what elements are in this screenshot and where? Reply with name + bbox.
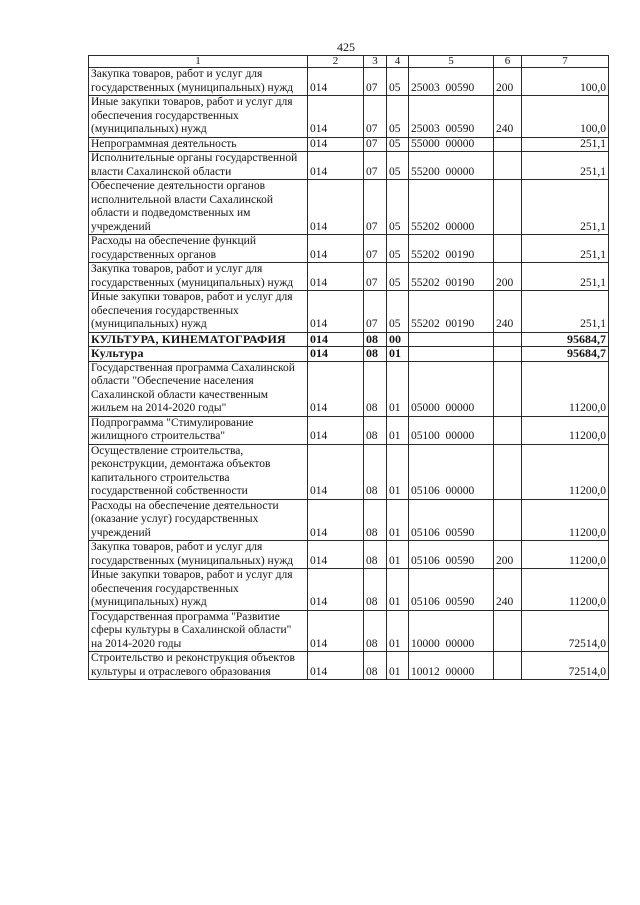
cell-subsection-code: 01 (387, 444, 409, 499)
cell-description: Непрограммная деятельность (89, 137, 308, 152)
cell-section-code: 07 (364, 180, 387, 235)
cell-expense-type (494, 152, 522, 180)
cell-subsection-code: 01 (387, 361, 409, 416)
cell-subsection-code: 01 (387, 499, 409, 541)
cell-amount: 72514,0 (522, 652, 609, 680)
cell-expense-type (494, 137, 522, 152)
cell-expense-type (494, 416, 522, 444)
cell-grbs-code: 014 (308, 541, 364, 569)
table-row (89, 416, 609, 444)
table-header-row (89, 56, 609, 68)
cell-grbs-code: 014 (308, 96, 364, 138)
cell-expense-type: 200 (494, 541, 522, 569)
cell-expense-type (494, 347, 522, 362)
cell-amount: 100,0 (522, 68, 609, 96)
cell-section-code: 08 (364, 332, 387, 347)
cell-amount: 100,0 (522, 96, 609, 138)
table-row (89, 444, 609, 499)
cell-description: Иные закупки товаров, работ и услуг для обеспечения государственных (муниципальных) нужд (89, 569, 308, 611)
cell-description: Расходы на обеспечение функций государственных органов (89, 235, 308, 263)
table-row (89, 68, 609, 96)
table-row (89, 180, 609, 235)
cell-target-article: 05100 00000 (409, 416, 494, 444)
table-row (89, 291, 609, 333)
cell-amount: 251,1 (522, 291, 609, 333)
cell-target-article: 05106 00590 (409, 569, 494, 611)
cell-description: Расходы на обеспечение деятельности (оказание услуг) государственных учреждений (89, 499, 308, 541)
cell-target-article: 05106 00000 (409, 444, 494, 499)
cell-description: КУЛЬТУРА, КИНЕМАТОГРАФИЯ (89, 332, 308, 347)
cell-section-code: 08 (364, 499, 387, 541)
cell-subsection-code: 01 (387, 416, 409, 444)
cell-expense-type (494, 499, 522, 541)
cell-expense-type: 240 (494, 291, 522, 333)
header-cell: 7 (522, 56, 609, 68)
cell-subsection-code: 05 (387, 96, 409, 138)
cell-target-article: 55202 00190 (409, 291, 494, 333)
cell-amount: 251,1 (522, 137, 609, 152)
table-row (89, 235, 609, 263)
header-cell: 1 (89, 56, 308, 68)
cell-subsection-code: 05 (387, 68, 409, 96)
cell-section-code: 07 (364, 137, 387, 152)
cell-expense-type (494, 235, 522, 263)
cell-target-article: 25003 00590 (409, 68, 494, 96)
cell-expense-type: 200 (494, 68, 522, 96)
cell-expense-type (494, 610, 522, 652)
cell-expense-type (494, 180, 522, 235)
cell-description: Иные закупки товаров, работ и услуг для обеспечения государственных (муниципальных) нужд (89, 291, 308, 333)
cell-grbs-code: 014 (308, 347, 364, 362)
cell-amount: 251,1 (522, 263, 609, 291)
header-cell: 5 (409, 56, 494, 68)
budget-table-body (89, 56, 609, 680)
table-row (89, 137, 609, 152)
cell-description: Исполнительные органы государственной власти Сахалинской области (89, 152, 308, 180)
cell-amount: 72514,0 (522, 610, 609, 652)
cell-description: Закупка товаров, работ и услуг для государственных (муниципальных) нужд (89, 68, 308, 96)
cell-grbs-code: 014 (308, 499, 364, 541)
cell-amount: 11200,0 (522, 569, 609, 611)
budget-table (88, 55, 609, 680)
cell-grbs-code: 014 (308, 137, 364, 152)
cell-amount: 251,1 (522, 180, 609, 235)
cell-section-code: 08 (364, 610, 387, 652)
cell-description: Закупка товаров, работ и услуг для государственных (муниципальных) нужд (89, 263, 308, 291)
table-row (89, 263, 609, 291)
cell-section-code: 08 (364, 361, 387, 416)
cell-subsection-code: 01 (387, 569, 409, 611)
cell-section-code: 08 (364, 444, 387, 499)
cell-subsection-code: 01 (387, 652, 409, 680)
cell-grbs-code: 014 (308, 152, 364, 180)
header-cell: 6 (494, 56, 522, 68)
cell-target-article: 55000 00000 (409, 137, 494, 152)
cell-section-code: 08 (364, 416, 387, 444)
cell-expense-type: 240 (494, 96, 522, 138)
table-row (89, 96, 609, 138)
header-cell: 2 (308, 56, 364, 68)
cell-grbs-code: 014 (308, 652, 364, 680)
cell-expense-type (494, 444, 522, 499)
cell-grbs-code: 014 (308, 569, 364, 611)
cell-subsection-code: 05 (387, 291, 409, 333)
cell-amount: 11200,0 (522, 361, 609, 416)
page-number: 425 (337, 40, 355, 54)
cell-target-article: 05106 00590 (409, 541, 494, 569)
cell-amount: 251,1 (522, 152, 609, 180)
cell-grbs-code: 014 (308, 68, 364, 96)
cell-subsection-code: 00 (387, 332, 409, 347)
cell-section-code: 07 (364, 96, 387, 138)
cell-target-article: 55202 00190 (409, 235, 494, 263)
cell-section-code: 08 (364, 569, 387, 611)
cell-target-article: 55200 00000 (409, 152, 494, 180)
cell-section-code: 07 (364, 235, 387, 263)
cell-amount: 95684,7 (522, 347, 609, 362)
cell-description: Культура (89, 347, 308, 362)
cell-grbs-code: 014 (308, 361, 364, 416)
cell-subsection-code: 05 (387, 152, 409, 180)
cell-amount: 11200,0 (522, 416, 609, 444)
cell-section-code: 08 (364, 541, 387, 569)
cell-section-code: 08 (364, 347, 387, 362)
table-row (89, 332, 609, 347)
cell-description: Государственная программа "Развитие сферы культуры в Сахалинской области" на 2014-2020 годы (89, 610, 308, 652)
cell-expense-type: 200 (494, 263, 522, 291)
cell-grbs-code: 014 (308, 263, 364, 291)
cell-section-code: 07 (364, 152, 387, 180)
header-cell: 3 (364, 56, 387, 68)
cell-subsection-code: 05 (387, 137, 409, 152)
cell-grbs-code: 014 (308, 235, 364, 263)
table-row (89, 499, 609, 541)
cell-subsection-code: 05 (387, 180, 409, 235)
cell-section-code: 08 (364, 652, 387, 680)
cell-grbs-code: 014 (308, 416, 364, 444)
cell-target-article: 10012 00000 (409, 652, 494, 680)
cell-amount: 11200,0 (522, 444, 609, 499)
cell-description: Иные закупки товаров, работ и услуг для обеспечения государственных (муниципальных) нужд (89, 96, 308, 138)
cell-target-article: 55202 00000 (409, 180, 494, 235)
table-row (89, 541, 609, 569)
cell-target-article (409, 332, 494, 347)
cell-amount: 11200,0 (522, 499, 609, 541)
table-row (89, 152, 609, 180)
cell-target-article: 10000 00000 (409, 610, 494, 652)
cell-grbs-code: 014 (308, 291, 364, 333)
cell-target-article: 05000 00000 (409, 361, 494, 416)
cell-section-code: 07 (364, 263, 387, 291)
cell-target-article: 05106 00590 (409, 499, 494, 541)
cell-grbs-code: 014 (308, 444, 364, 499)
table-row (89, 569, 609, 611)
cell-subsection-code: 05 (387, 235, 409, 263)
cell-amount: 251,1 (522, 235, 609, 263)
cell-section-code: 07 (364, 291, 387, 333)
cell-subsection-code: 05 (387, 263, 409, 291)
cell-description: Подпрограмма "Стимулирование жилищного строительства" (89, 416, 308, 444)
cell-grbs-code: 014 (308, 332, 364, 347)
cell-grbs-code: 014 (308, 180, 364, 235)
cell-subsection-code: 01 (387, 610, 409, 652)
header-cell: 4 (387, 56, 409, 68)
cell-description: Строительство и реконструкция объектов культуры и отраслевого образования (89, 652, 308, 680)
cell-expense-type: 240 (494, 569, 522, 611)
cell-expense-type (494, 361, 522, 416)
cell-section-code: 07 (364, 68, 387, 96)
cell-target-article: 55202 00190 (409, 263, 494, 291)
table-row (89, 347, 609, 362)
cell-expense-type (494, 652, 522, 680)
cell-grbs-code: 014 (308, 610, 364, 652)
cell-expense-type (494, 332, 522, 347)
cell-target-article: 25003 00590 (409, 96, 494, 138)
cell-description: Обеспечение деятельности органов исполнительной власти Сахалинской области и подведомственных им учреждений (89, 180, 308, 235)
cell-subsection-code: 01 (387, 541, 409, 569)
table-row (89, 361, 609, 416)
cell-amount: 95684,7 (522, 332, 609, 347)
table-row (89, 610, 609, 652)
cell-description: Осуществление строительства, реконструкции, демонтажа объектов капитального строительства государственной собственности (89, 444, 308, 499)
cell-amount: 11200,0 (522, 541, 609, 569)
cell-subsection-code: 01 (387, 347, 409, 362)
cell-description: Закупка товаров, работ и услуг для государственных (муниципальных) нужд (89, 541, 308, 569)
table-row (89, 652, 609, 680)
cell-target-article (409, 347, 494, 362)
cell-description: Государственная программа Сахалинской области "Обеспечение населения Сахалинской области качественным жильем на 2014-2020 годы" (89, 361, 308, 416)
